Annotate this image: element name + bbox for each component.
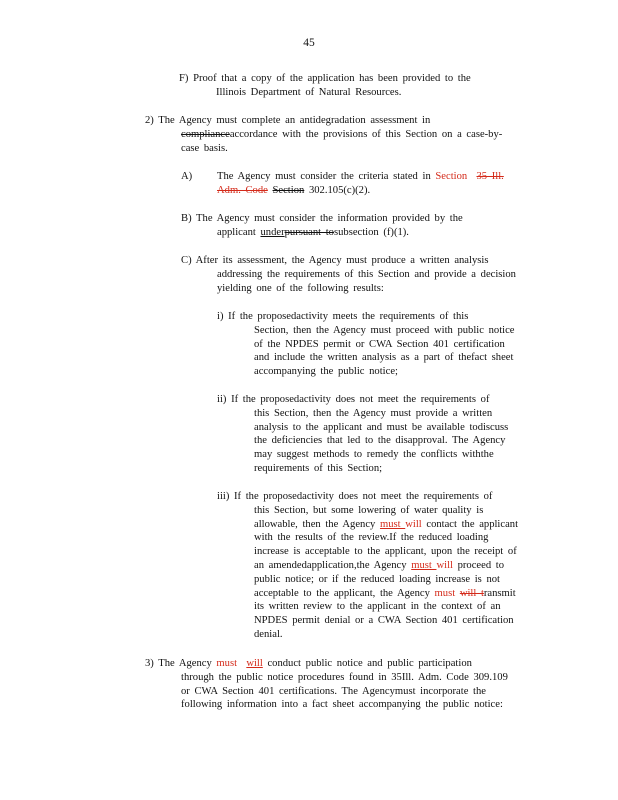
- text-line: analysis to the applicant and must be available todiscuss: [254, 421, 509, 433]
- text-line: [217, 587, 518, 601]
- text-line: Section, then the Agency must proceed with public notice: [254, 324, 515, 336]
- item-iii-paragraph: [217, 490, 518, 642]
- text-line: may suggest methods to remedy the conflicts withthe: [254, 449, 494, 461]
- deleted-text: will t: [459, 587, 484, 599]
- text-line: accompanying the public notice;: [254, 366, 398, 378]
- text-line: the deficiencies that led to the disapproval. The Agency: [254, 435, 506, 447]
- text-span: The Agency must consider the criteria stated in: [217, 171, 436, 182]
- text-line: yielding one of the following results:: [217, 282, 384, 294]
- text-line: 2) The Agency must complete an antidegradation assessment in: [145, 115, 431, 126]
- text-line: with the results of the review.If the reduced loading: [254, 532, 489, 544]
- text-span: 302.105(c)(2).: [304, 184, 371, 196]
- text-line: this Section, then the Agency must provide a written: [254, 407, 493, 419]
- text-line: i) If the proposedactivity meets the requirements of this: [217, 311, 469, 322]
- text-span: proceed to: [452, 559, 505, 571]
- deleted-text: Section: [272, 184, 305, 196]
- text-line: B) The Agency must consider the information provided by the: [181, 213, 463, 224]
- text-line: this Section, but some lowering of water quality is: [254, 504, 484, 516]
- text-span: subsection (f)(1).: [333, 226, 409, 238]
- text-span: ransmit: [483, 587, 516, 599]
- deleted-text: pursuant to: [284, 226, 334, 238]
- text-line: or CWA Section 401 certifications. The Agencymust incorporate the: [181, 685, 486, 697]
- deleted-text: must: [216, 658, 238, 669]
- item-label: A): [181, 171, 193, 182]
- item-f-paragraph: [179, 72, 471, 100]
- text-line: and include the written analysis as a part of thefact sheet: [254, 352, 514, 364]
- deleted-text: will: [405, 518, 422, 530]
- deleted-text: compliance: [181, 128, 230, 140]
- text-line: [181, 184, 504, 198]
- text-line: requirements of this Section;: [254, 462, 383, 474]
- text-line: [181, 226, 463, 240]
- item-2c-paragraph: [181, 254, 516, 295]
- text-line: [181, 170, 504, 184]
- text-line: [217, 518, 518, 532]
- inserted-text: must: [411, 559, 437, 571]
- text-line: through the public notice procedures found in 35Ill. Adm. Code 309.109: [181, 671, 508, 683]
- text-span: conduct public notice and public participation: [262, 658, 472, 669]
- text-line: public notice; or if the reduced loading increase is not: [254, 573, 500, 585]
- text-line: [145, 128, 502, 142]
- item-3-paragraph: [145, 657, 508, 712]
- text-line: NPDES permit denial or a CWA Section 401 certification: [254, 615, 514, 627]
- text-line: increase is acceptable to the applicant, upon the receipt of: [254, 546, 517, 558]
- text-line: its written review to the applicant in the context of an: [254, 601, 501, 613]
- text-span: an amendedapplication,the Agency: [254, 559, 412, 571]
- item-2-paragraph: [145, 114, 502, 155]
- text-span: allowable, then the Agency: [254, 518, 380, 530]
- text-line: case basis.: [181, 142, 228, 154]
- text-line: following information into a fact sheet accompanying the public notice:: [181, 699, 503, 711]
- deleted-text: will: [436, 559, 453, 571]
- page-number: 45: [303, 37, 315, 49]
- deleted-text: 35 Ill.: [476, 171, 504, 182]
- text-span: accordance with the provisions of this Section on a case-by-: [229, 128, 503, 140]
- text-line: denial.: [254, 628, 283, 640]
- inserted-text: Section: [435, 171, 468, 182]
- text-line: addressing the requirements of this Section and provide a decision: [217, 268, 516, 280]
- inserted-text: must: [379, 518, 406, 530]
- inserted-text: must: [434, 587, 456, 599]
- text-line: of the NPDES permit or CWA Section 401 certification: [254, 338, 505, 350]
- item-2a-paragraph: [181, 170, 504, 198]
- inserted-text: under: [260, 226, 285, 238]
- text-span: 3) The Agency: [145, 658, 217, 669]
- text-line: Illinois Department of Natural Resources.: [216, 86, 402, 98]
- text-line: [145, 657, 508, 671]
- deleted-text: Adm. Code: [217, 184, 268, 196]
- item-2b-paragraph: [181, 212, 463, 240]
- text-line: [217, 559, 518, 573]
- text-span: contact the applicant: [421, 518, 519, 530]
- item-i-paragraph: [217, 310, 514, 379]
- item-ii-paragraph: [217, 393, 508, 476]
- text-line: F) Proof that a copy of the application has been provided to the: [179, 73, 471, 84]
- text-span: acceptable to the applicant, the Agency: [254, 587, 435, 599]
- text-span: applicant: [217, 226, 261, 238]
- text-line: C) After its assessment, the Agency must produce a written analysis: [181, 255, 489, 266]
- text-line: iii) If the proposedactivity does not meet the requirements of: [217, 491, 493, 502]
- text-line: ii) If the proposedactivity does not meet the requirements of: [217, 394, 490, 405]
- inserted-text: will: [246, 658, 263, 669]
